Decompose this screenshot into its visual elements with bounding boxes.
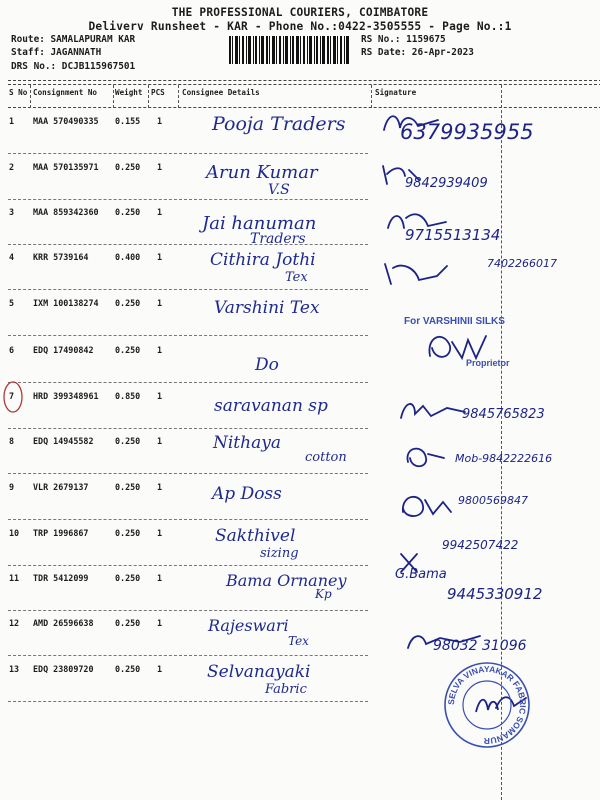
row-weight: 0.155 xyxy=(115,116,141,126)
row-consignment-no: KRR 5739164 xyxy=(33,252,89,262)
row-signature-phone: 9842939409 xyxy=(405,176,488,191)
row-consignment-no: MAA 570490335 xyxy=(33,116,99,126)
row-pcs: 1 xyxy=(157,252,163,262)
row-sno: 6 xyxy=(9,345,15,355)
row-signature-phone: 98032 31096 xyxy=(433,638,527,654)
row-separator xyxy=(8,382,368,383)
header-rule-bottom xyxy=(8,107,600,108)
row-sno: 11 xyxy=(9,573,20,583)
handwritten-signature xyxy=(375,258,465,298)
row-weight: 0.250 xyxy=(115,528,141,538)
row-consignee-name: Do xyxy=(255,355,279,375)
row-signature-phone: 9845765823 xyxy=(462,407,545,422)
row-consignee-name: Arun Kumar xyxy=(206,162,318,183)
col-divider xyxy=(371,85,372,108)
row-sno: 10 xyxy=(9,528,20,538)
row-consignment-no: TRP 1996867 xyxy=(33,528,89,538)
row-pcs: 1 xyxy=(157,391,163,401)
row-consignee-name-line2: V.S xyxy=(268,182,290,198)
row-separator xyxy=(8,701,368,702)
row-consignee-name: Pooja Traders xyxy=(212,113,346,135)
row-pcs: 1 xyxy=(157,207,163,217)
row-weight: 0.250 xyxy=(115,664,141,674)
row-consignment-no: MAA 859342360 xyxy=(33,207,99,217)
row-separator xyxy=(8,610,368,611)
row-weight: 0.250 xyxy=(115,345,141,355)
col-divider xyxy=(148,85,149,108)
row-separator xyxy=(8,519,368,520)
row-consignee-name-line2: Fabric xyxy=(265,682,307,697)
col-divider xyxy=(30,85,31,108)
route-field: Route: SAMALAPURAM KAR xyxy=(11,34,136,45)
rs-date-field: RS Date: 26-Apr-2023 xyxy=(361,47,474,58)
row-separator xyxy=(8,565,368,566)
row-sno: 13 xyxy=(9,664,20,674)
row-consignee-name: Rajeswari xyxy=(208,616,289,635)
row-separator xyxy=(8,428,368,429)
row-signature-phone: 9445330912 xyxy=(447,585,543,603)
row-weight: 0.850 xyxy=(115,391,141,401)
row-consignee-name-line2: Tex xyxy=(285,270,308,285)
col-weight-header: Weight xyxy=(115,88,143,97)
varshini-stamp-line2: Proprietor xyxy=(466,358,510,368)
barcode xyxy=(229,36,351,64)
row-consignee-name: Ap Doss xyxy=(212,484,282,504)
col-pcs-header: PCS xyxy=(151,88,165,97)
row-consignee-name: Bama Ornaney xyxy=(226,571,347,590)
col-consignment-header: Consignment No xyxy=(33,88,98,97)
handwritten-signature xyxy=(375,160,465,200)
row-weight: 0.400 xyxy=(115,252,141,262)
row-signature-phone: 9942507422 xyxy=(442,538,519,552)
row-signature-phone: 7402266017 xyxy=(487,257,557,270)
handwritten-signature xyxy=(400,440,490,480)
row-weight: 0.250 xyxy=(115,298,141,308)
row-consignee-name: Nithaya xyxy=(213,433,281,453)
row-consignment-no: EDQ 23809720 xyxy=(33,664,94,674)
handwritten-signature xyxy=(395,394,485,434)
row-signature-phone: Mob-9842222616 xyxy=(455,452,553,465)
row-pcs: 1 xyxy=(157,528,163,538)
col-divider xyxy=(178,85,179,108)
row-sno: 5 xyxy=(9,298,15,308)
row-signature-phone: 9800569847 xyxy=(458,494,528,507)
row-weight: 0.250 xyxy=(115,618,141,628)
row-weight: 0.250 xyxy=(115,482,141,492)
col-sno-header: S No xyxy=(9,88,28,97)
runsheet-subtitle: Deliverv Runsheet - KAR - Phone No.:0422-3505555 - Page No.:1 xyxy=(88,20,512,33)
row-pcs: 1 xyxy=(157,573,163,583)
row-separator xyxy=(8,289,368,290)
col-signature-header: Signature xyxy=(375,88,417,97)
staff-field: Staff: JAGANNATH xyxy=(11,47,102,58)
row-sno: 4 xyxy=(9,252,15,262)
row-pcs: 1 xyxy=(157,618,163,628)
row-consignment-no: MAA 570135971 xyxy=(33,162,99,172)
row-pcs: 1 xyxy=(157,116,163,126)
row-separator xyxy=(8,335,368,336)
row-pcs: 1 xyxy=(157,162,163,172)
row-consignment-no: EDQ 17490842 xyxy=(33,345,94,355)
header-rule-top2 xyxy=(8,84,600,85)
row-consignee-name: Cithira Jothi xyxy=(210,250,316,270)
row-sno: 1 xyxy=(9,116,15,126)
row-consignee-name: Jai hanuman xyxy=(202,213,317,234)
row-7-circle-mark xyxy=(2,380,24,414)
row-weight: 0.250 xyxy=(115,162,141,172)
rs-no-field: RS No.: 1159675 xyxy=(361,34,446,45)
col-consignee-header: Consignee Details xyxy=(182,88,260,97)
row-consignment-no: IXM 100138274 xyxy=(33,298,99,308)
row-signer-name: G.Bama xyxy=(395,567,447,582)
row-separator xyxy=(8,199,368,200)
row-sno: 9 xyxy=(9,482,15,492)
row-consignment-no: VLR 2679137 xyxy=(33,482,89,492)
handwritten-signature xyxy=(380,206,470,246)
row-consignee-name-line2: cotton xyxy=(305,450,347,465)
header-rule-top xyxy=(8,80,600,81)
row-consignee-name: Selvanayaki xyxy=(207,662,311,682)
row-consignment-no: HRD 399348961 xyxy=(33,391,99,401)
col-divider xyxy=(113,85,114,108)
row-weight: 0.250 xyxy=(115,436,141,446)
company-title: THE PROFESSIONAL COURIERS, COIMBATORE xyxy=(171,6,429,19)
row-separator xyxy=(8,244,368,245)
drs-field: DRS No.: DCJB115967501 xyxy=(11,61,136,72)
row-consignee-name-line2: Traders xyxy=(250,231,306,247)
row-consignment-no: TDR 5412099 xyxy=(33,573,89,583)
row-consignee-name: Varshini Tex xyxy=(214,298,320,318)
handwritten-signature xyxy=(395,488,485,528)
row-consignee-name: saravanan sp xyxy=(214,396,328,416)
round-company-stamp xyxy=(442,660,532,750)
row-signature-phone: 9715513134 xyxy=(405,226,501,244)
row-consignee-name: Sakthivel xyxy=(215,526,296,546)
row-consignment-no: AMD 26596638 xyxy=(33,618,94,628)
varshini-stamp-line1: For VARSHINII SILKS xyxy=(404,316,505,327)
row-sno: 3 xyxy=(9,207,15,217)
row-sno: 2 xyxy=(9,162,15,172)
row-consignee-name-line2: Tex xyxy=(288,634,309,648)
handwritten-signature xyxy=(395,546,485,586)
row-separator xyxy=(8,473,368,474)
row-separator xyxy=(8,153,368,154)
row-pcs: 1 xyxy=(157,482,163,492)
row-sno: 7 xyxy=(9,391,15,401)
row-pcs: 1 xyxy=(157,436,163,446)
row-weight: 0.250 xyxy=(115,207,141,217)
row-pcs: 1 xyxy=(157,345,163,355)
row-consignee-name-line2: Kp xyxy=(315,587,332,601)
row-sno: 12 xyxy=(9,618,20,628)
row-weight: 0.250 xyxy=(115,573,141,583)
row-consignee-name-line2: sizing xyxy=(260,546,299,561)
row-sno: 8 xyxy=(9,436,15,446)
row-pcs: 1 xyxy=(157,664,163,674)
handwritten-signature xyxy=(378,108,468,148)
row-separator xyxy=(8,655,368,656)
row-signature-phone: 6379935955 xyxy=(400,120,534,144)
round-stamp-text: SELVA VINAYAKAR FABRIC SOMANUR xyxy=(445,663,529,747)
row-consignment-no: EDQ 14945582 xyxy=(33,436,94,446)
row-pcs: 1 xyxy=(157,298,163,308)
